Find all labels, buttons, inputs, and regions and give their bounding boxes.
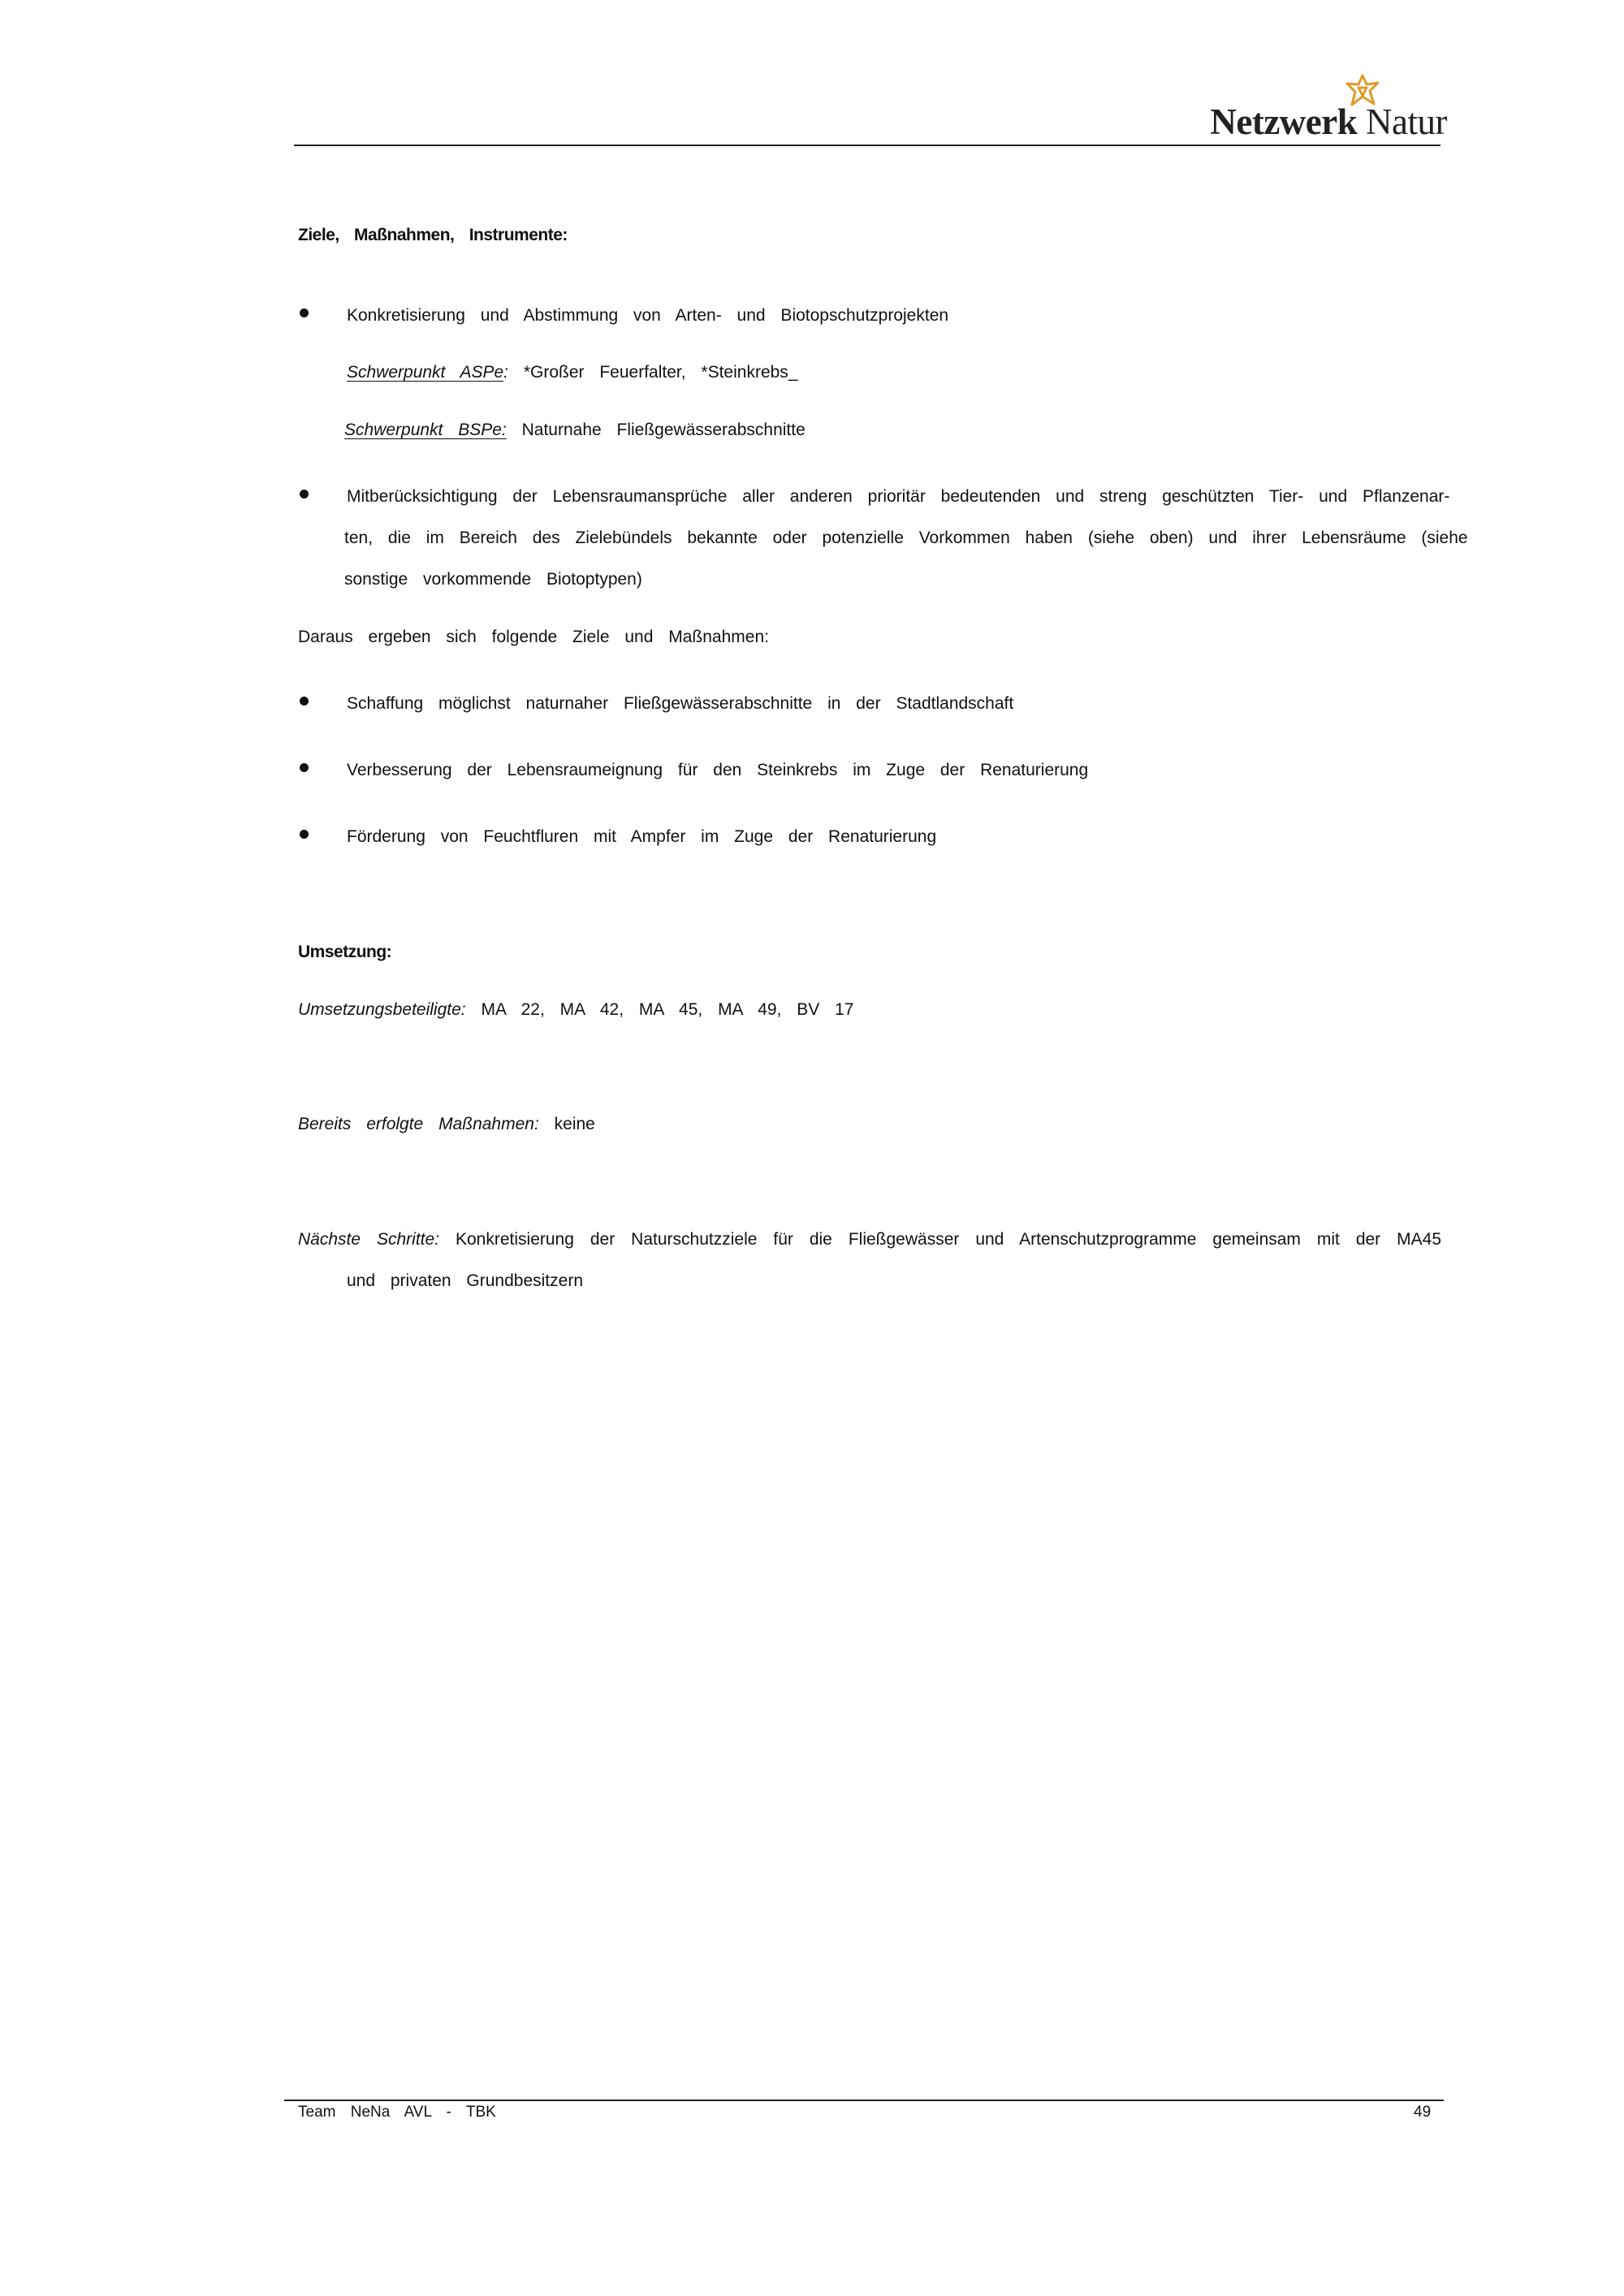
bullet-dot — [300, 763, 309, 772]
bullet-dot — [300, 697, 309, 706]
logo-word-bold: Netzwerk — [1210, 101, 1358, 142]
participants-label: Umsetzungsbeteiligte: — [298, 1000, 466, 1019]
asp-value: *Großer Feuerfalter, *Steinkrebs — [523, 363, 788, 382]
bullet-habitat-line2: ten, die im Bereich des Zielebündels bekannte oder potenzielle Vorkommen haben (siehe oben) und ihrer Lebensräume (siehe — [344, 529, 1468, 547]
next-steps-line2: und privaten Grundbesitzern — [347, 1271, 583, 1290]
bullet-projects: Konkretisierung und Abstimmung von Arten- und Biotopschutzprojekten — [347, 306, 949, 325]
footer-left-text: Team NeNa AVL - TBK — [298, 2104, 496, 2121]
completed-measures-line — [298, 1116, 595, 1133]
next-steps-value: Konkretisierung der Naturschutzziele für die Fließgewässer und Artenschutzprogramme gemeinsam mit der MA45 — [456, 1230, 1441, 1249]
section-heading-implementation: Umsetzung: — [298, 943, 392, 961]
goal-item: Förderung von Feuchtfluren mit Ampfer im Zuge der Renaturierung — [347, 827, 937, 846]
participants-value: MA 22, MA 42, MA 45, MA 49, BV 17 — [481, 1000, 854, 1019]
goal-item: Verbesserung der Lebensraumeignung für den Steinkrebs im Zuge der Renaturierung — [347, 761, 1089, 779]
header-rule — [294, 145, 1440, 146]
bsp-label: Schwerpunkt BSPe: — [344, 421, 507, 439]
footer-rule — [284, 2100, 1444, 2101]
bullet-dot — [300, 830, 309, 839]
bullet-dot — [300, 490, 309, 498]
bsp-line — [344, 421, 806, 438]
bsp-value: Naturnahe Fließgewässerabschnitte — [521, 421, 806, 439]
goals-intro: Daraus ergeben sich folgende Ziele und Maßnahmen: — [298, 628, 769, 646]
logo-word-regular: Natur — [1366, 101, 1447, 142]
asp-line — [347, 364, 798, 381]
completed-measures-value: keine — [554, 1115, 595, 1133]
next-steps-label: Nächste Schritte: — [298, 1230, 440, 1249]
goal-item: Schaffung möglichst naturnaher Fließgewässerabschnitte in der Stadtlandschaft — [347, 694, 1014, 713]
participants-line — [298, 1001, 853, 1018]
page-number: 49 — [1414, 2104, 1432, 2121]
asp-label: Schwerpunkt ASPe — [347, 363, 504, 382]
bullet-habitat-line1: Mitberücksichtigung der Lebensraumansprüche aller anderen prioritär bedeutenden und streng geschützten Tier- und Pflanzenar- — [347, 487, 1450, 506]
completed-measures-label: Bereits erfolgte Maßnahmen: — [298, 1115, 539, 1133]
logo-wordmark — [1210, 101, 1447, 143]
asp-trailing: _ — [788, 363, 798, 382]
next-steps-line1 — [298, 1231, 1441, 1248]
asp-colon: : — [503, 363, 508, 382]
bullet-habitat-line3: sonstige vorkommende Biotoptypen) — [344, 570, 642, 589]
bullet-dot — [300, 309, 309, 317]
section-heading-goals: Ziele, Maßnahmen, Instrumente: — [298, 226, 568, 244]
